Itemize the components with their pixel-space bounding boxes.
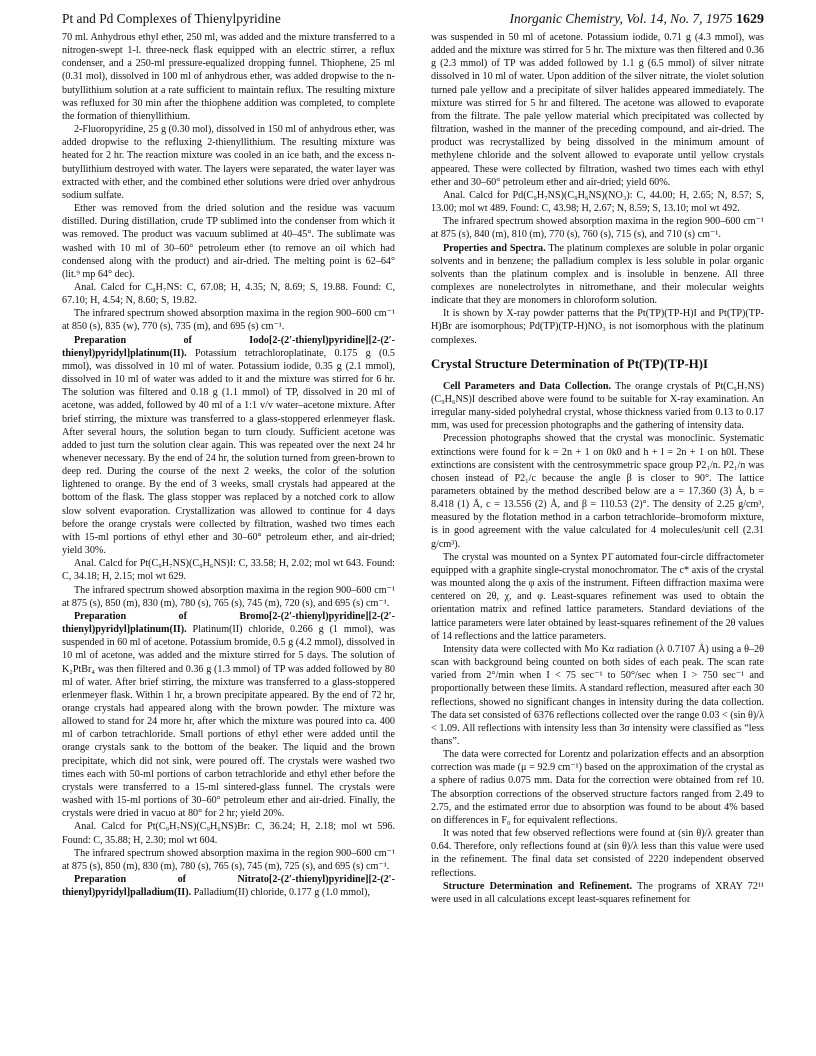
paragraph (62, 123, 395, 202)
right-column (431, 31, 764, 1046)
paragraph (431, 307, 764, 346)
paragraph-text: The infrared spectrum showed absorption maxima in the region 900–600 cm⁻¹ at 875 (s), 840 (m), 810 (m), 770 (s), 760 (s), 715 (s), and 710 (s) cm⁻¹. (431, 216, 764, 241)
paragraph (431, 432, 764, 550)
paragraph-text: Potassium tetrachloroplatinate, 0.175 g (0.5 mmol), was dissolved in 10 ml of water. Potassium iodide, 0.35 g (2.1 mmol), dissolved in 10 ml of water was added to it and the mixture was stirred for 6 hr. The solution was filtered and 0.18 g (1.1 mmol) of TP, dissolved in 20 ml of acetone, was added, followed by 40 ml of a 1:1 v/v water–acetone mixture. After brief stirring, the mixture was transferred to a glass-stoppered erlenmeyer flask. After several hours, the solution began to turn cloudy. Sufficient acetone was added to just turn the solution clear again. This was repeated over the next 24 hr whenever necessary. By the end of 24 hr, the solution turned from green-brown to deep red. During the course of the next 2 weeks, the color of the solution lightened to orange. By the end of 3 weeks, small crystals had appeared at the bottom of the flask. The glass stopper was replaced by a notched cork to allow slow solvent evaporation. Crystallization was allowed to continue for 4 days before the orange crystals were collected by filtration, washed two times each with 15-ml portions of ethyl ether and 30–60° petroleum ether, and air-dried; yield 30%. (62, 347, 395, 557)
paragraph (431, 31, 764, 189)
paragraph-text: Anal. Calcd for C₉H₇NS: C, 67.08; H, 4.35; N, 8.69; S, 19.88. Found: C, 67.10; H, 4.54; N, 8.60; S, 19.82. (62, 281, 395, 307)
running-title: Pt and Pd Complexes of Thienylpyridine (62, 11, 281, 26)
paragraph (431, 242, 764, 308)
paragraph-text: Intensity data were collected with Mo Kα radiation (λ 0.7107 Å) using a θ–2θ scan with background being counted on both sides of each peak. The scan rate varied from 2°/min when I < 75 sec⁻¹ to 50°/sec when I > 750 sec⁻¹ and proportionally between these limits. A standard reflection, measured after each 30 reflections, showed no significant changes in intensity during the data collection. The data set consisted of 6376 reflections collected over the range 0.03 < (sin θ)/λ < 1.09. All reflections with intensity less than 3σ intensity were classified as “less thans”. (431, 643, 764, 747)
paragraph-text: Anal. Calcd for Pt(C₉H₇NS)(C₉H₆NS)Br: C, 36.24; H, 2.18; mol wt 596. Found: C, 35.88; H, 2.30; mol wt 604. (62, 821, 395, 846)
paragraph (62, 873, 395, 899)
paragraph (62, 307, 395, 333)
paragraph (431, 827, 764, 880)
paragraph (431, 380, 764, 433)
running-header (62, 8, 764, 30)
paragraph-text: Ether was removed from the dried solution and the residue was vacuum distilled. During distillation, crude TP sublimed into the condenser from which it was removed. The product was vacuum sublimed at 40–45°. The sublimate was washed with 10 ml of 30–60° petroleum ether (to remove an oil which had condensed along with the product) and air-dried. The melting point is 62–64° (lit.⁹ mp 64° dec). (62, 203, 395, 280)
paragraph (62, 557, 395, 583)
paragraph-text: It is shown by X-ray powder patterns that the Pt(TP)(TP-H)I and Pt(TP)(TP-H)Br are isomorphous; Pd(TP)(TP-H)NO₃ is not isomorphous with the platinum complexes. (431, 308, 764, 346)
paragraph (431, 643, 764, 748)
paragraph-text: The infrared spectrum showed absorption maxima in the region 900–600 cm⁻¹ at 875 (s), 850 (m), 830 (m), 780 (s), 765 (s), 745 (m), 725 (s), and 695 (s) cm⁻¹. (62, 847, 395, 872)
paragraph-text: Anal. Calcd for Pd(C₉H₇NS)(C₉H₆NS)(NO₃): C, 44.00; H, 2.65; N, 8.57; S, 13.00; mol wt 489. Found: C, 43.98; H, 2.67; N, 8.59; S, 13.10; mol wt 492. (431, 189, 764, 215)
paragraph (62, 820, 395, 846)
paragraph (62, 31, 395, 123)
paragraph (62, 202, 395, 281)
paragraph (62, 584, 395, 610)
paragraph-text: The infrared spectrum showed absorption maxima in the region 900–600 cm⁻¹ at 875 (s), 850 (m), 830 (m), 780 (s), 765 (s), 745 (m), 720 (s), and 695 (s) cm⁻¹. (62, 584, 395, 609)
paragraph-text: 2-Fluoropyridine, 25 g (0.30 mol), dissolved in 150 ml of anhydrous ether, was added dropwise to the refluxing 2-thienyllithium. The resulting mixture was heated for 2 hr. The reaction mixture was cooled in an ice bath, and the excess n-butyllithium destroyed with water. The layers were separated, the water layer was extracted with ether, and the combined ether solutions were dried over anhydrous sodium sulfate. (62, 124, 395, 201)
journal-name: Inorganic Chemistry, Vol. 14, No. 7, 1975 (509, 11, 733, 26)
paragraph-text: Precession photographs showed that the crystal was monoclinic. Systematic extinctions were found for k = 2n + 1 on 0k0 and h + l = 2n + 1 on h0l. These extinctions are consistent with the centrosymmetric space group P2₁/n. P2₁/n was chosen instead of P2₁/c because the angle β is closer to 90°. The lattice parameters obtained by the method described below are a = 17.360 (3) Å, b = 8.418 (1) Å, c = 13.556 (2) Å, and β = 110.53 (2)°. The density of 2.25 g/cm³, measured by the flotation method in a carbon tetrachloride–bromoform mixture, is in good agreement with the value calculated for 4 molecules/unit cell (2.31 g/cm³). (431, 433, 764, 550)
paragraph-text: It was noted that few observed reflections were found at (sin θ)/λ greater than 0.64. Therefore, only reflections found at (sin θ)/λ less than this value were used in the refinement. The final data set consisted of 2220 independent observed reflections. (431, 828, 764, 879)
paragraph (431, 551, 764, 643)
paragraph-text: Platinum(II) chloride, 0.266 g (1 mmol), was suspended in 60 ml of acetone. Potassium bromide, 0.5 g (4.2 mmol), dissolved in 10 ml of acetone, was added and the mixture stirred for 5 days. The solution of K₂PtBr₄ was then filtered and 0.36 g (1.3 mmol) of TP was added followed by 80 ml of water. After brief stirring, the mixture was transferred to a glass-stoppered erlenmeyer flask. Within 1 hr, a brown precipitate appeared. By the end of 72 hr, orange crystals had appeared along with the brown powder. The mixture was allowed to stand for 24 more hr, after which the mixture was poured into ca. 400 ml of carbon tetrachloride. Small portions of ethyl ether were added until the orange crystals sank to the bottom of the beaker. The liquid and the brown precipitate, which did not sink, were poured off. The crystals were washed two times each with 50-ml portions of carbon tetrachloride and ethyl ether before the crystals were transferred to a 15-ml sintered-glass funnel. The crystals were washed with 15-ml portions of 30–60° petroleum ether and air-dried. Finally, the crystals were dried in vacuo at 80° for 2 hr; yield 20%. (62, 624, 395, 820)
paragraph-heading: Preparation of Nitrato[2-(2′-thienyl)pyridine][2-(2′-thienyl)pyridyl]palladium(II). (62, 874, 395, 899)
paragraph-text: The crystal was mounted on a Syntex P1̄ automated four-circle diffractometer equipped with a graphite single-crystal monochromator. The c* axis of the crystal was mounted along the φ axis of the instrument. Fifteen diffraction maxima were centered on 2θ, χ, and φ. Least-squares refinement was used to obtain the orientation matrix and refined lattice parameters. Standard deviations of the lattice parameters were later obtained by least-squares refinement of the 2θ values of 14 reflections and the lattice parameters. (431, 551, 764, 642)
paragraph-heading: Preparation of Iodo[2-(2′-thienyl)pyridine][2-(2′-thienyl)pyridyl]platinum(II). (62, 334, 395, 359)
paragraph (431, 189, 764, 215)
paragraph-text: The orange crystals of Pt(C₉H₇NS)(C₉H₆NS)I described above were found to be suitable for X-ray examination. An irregular many-sided polyhedral crystal, whose thickness varied from 0.13 to 0.17 mm, was used for precession photographs and the gathering of intensity data. (431, 380, 764, 432)
paragraph (431, 215, 764, 241)
paragraph-text: The platinum complexes are soluble in polar organic solvents and in benzene; the palladium complex is less soluble in polar organic solvents than the platinum complex and is insoluble in benzene. All three complexes are nonelectrolytes in nitromethane, and their molecular weights indicate that they are monomers in chloroform solution. (431, 242, 764, 307)
paragraph (62, 847, 395, 873)
paragraph-text: Anal. Calcd for Pt(C₉H₇NS)(C₉H₆NS)I: C, 33.58; H, 2.02; mol wt 643. Found: C, 34.18; H, 2.15; mol wt 629. (62, 558, 395, 583)
paragraph (62, 334, 395, 558)
paragraph-text: The data were corrected for Lorentz and polarization effects and an absorption correction was made (μ = 92.9 cm⁻¹) based on the approximation of the crystal as a sphere of radius 0.075 mm. Data for the correction were obtained from ref 10. The absorption corrections of the observed structure factors ranged from 2.49 to 2.75, and the estimated error due to absorption was found to be about 4% based on differences in F₀ for equivalent reflections. (431, 749, 764, 826)
paragraph (431, 880, 764, 906)
paragraph-heading: Structure Determination and Refinement. (443, 880, 633, 892)
paragraph-text: The programs of XRAY 72¹¹ were used in all calculations except least-squares refinement for (431, 880, 764, 905)
paragraph-text: was suspended in 50 ml of acetone. Potassium iodide, 0.71 g (4.3 mmol), was added and the mixture was stirred for 5 hr. The mixture was then filtered and 0.36 g (2.3 mmol) of TP was added followed by 1.1 g (6.5 mmol) of silver nitrate dissolved in 10 ml of water. Upon addition of the silver nitrate, the violet solution turned pale yellow and a precipitate of silver halides appeared immediately. The mixture was stirred for 5 hr and filtered. The acetone was allowed to evaporate from the filtrate. The pale yellow material which precipitated was collected by filtration, washed in the manner of the preceding compound, and air-dried. The product was recrystallized by being dissolved in the minimum amount of methylene chloride and the solvent allowed to evaporate until yellow crystals appeared. These were collected by filtration, washed two times each with ethyl ether and 30–60° petroleum ether and air-dried; yield 60%. (431, 32, 764, 188)
paragraph-heading: Preparation of Bromo[2-(2′-thienyl)pyridine][2-(2′-thienyl)pyridyl]platinum(II). (62, 610, 395, 636)
left-column (62, 31, 395, 1046)
section-heading: Crystal Structure Determination of Pt(TP)(TP-H)I (431, 356, 708, 371)
paragraph (431, 748, 764, 827)
paragraph-heading: Cell Parameters and Data Collection. (443, 380, 611, 392)
paragraph (62, 281, 395, 307)
paragraph (62, 610, 395, 821)
paragraph-text: Palladium(II) chloride, 0.177 g (1.0 mmol), (193, 887, 370, 899)
paragraph-text: The infrared spectrum showed absorption maxima in the region 900–600 cm⁻¹ at 850 (s), 835 (w), 770 (s), 735 (m), and 695 (s) cm⁻¹. (62, 308, 395, 333)
paragraph-text: 70 ml. Anhydrous ethyl ether, 250 ml, was added and the mixture transferred to a nitrogen-swept 1-l. three-neck flask equipped with an electric stirrer, a reflux condenser, and a 250-ml pressure-equalized dropping funnel. Thiophene, 25 ml (0.31 mol), dissolved in 100 ml of anhydrous ether, was added dropwise to the n-butyllithium solution at a rate sufficient to maintain reflux. The resulting mixture was refluxed for 30 min after the thiophene addition was completed, to complete the formation of thienyllithium. (62, 32, 395, 122)
page-number: 1629 (736, 12, 764, 27)
journal-citation (510, 11, 764, 28)
article-body (62, 31, 764, 1046)
paragraph-heading: Properties and Spectra. (443, 242, 546, 254)
